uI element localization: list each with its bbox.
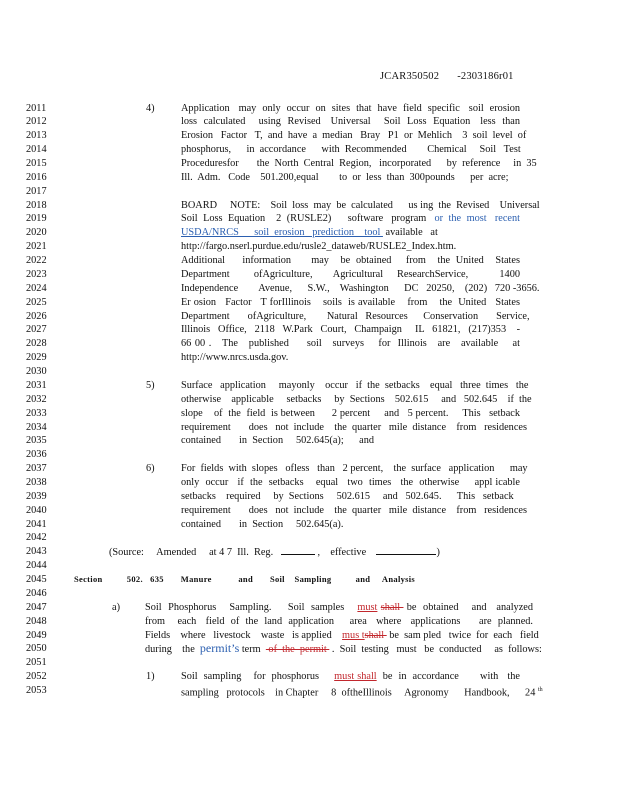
line-number: 2045 (26, 574, 47, 586)
document-line (22, 462, 612, 476)
line-number: 2021 (26, 241, 47, 253)
document-id: JCAR350502 (380, 71, 440, 82)
document-line (22, 337, 612, 351)
line-number: 2039 (26, 490, 47, 502)
text-segment: . Soil testing must be conducted as follows: (329, 644, 542, 656)
fill-in-blank (376, 545, 436, 555)
line-number: 2016 (26, 171, 47, 183)
text-segment: sampling protocols in Chapter 8 oftheIllinois Agronomy Handbook, 24 (181, 687, 538, 699)
line-number: 2042 (26, 532, 47, 544)
text-segment: ) (436, 547, 440, 559)
line-text: For fields with slopes ofless than 2 percent, the surface application may (181, 463, 528, 475)
document-line (22, 407, 612, 421)
line-number: 2053 (26, 685, 47, 697)
line-number: 2028 (26, 338, 47, 350)
line-text: loss calculated using Revised Universal Soil Loss Equation less than (181, 116, 520, 128)
document-line (22, 351, 612, 365)
line-number: 2027 (26, 324, 47, 336)
line-number: 2029 (26, 352, 47, 364)
line-text (109, 545, 440, 560)
document-line (22, 143, 612, 157)
document-line (22, 226, 612, 240)
line-text: setbacks required by Sections 502.615 and 502.645. This setback (181, 490, 514, 502)
line-number: 2051 (26, 657, 47, 669)
line-text: Department ofAgriculture, Natural Resources Conservation Service, (181, 310, 530, 322)
document-line (22, 601, 612, 615)
document-line (22, 379, 612, 393)
line-number: 2030 (26, 366, 47, 378)
document-line (22, 587, 612, 601)
document-line (22, 365, 612, 379)
document-line (22, 115, 612, 129)
document-line (22, 448, 612, 462)
line-text: Surface application mayonly occur if the setbacks equal three times the (181, 379, 529, 391)
line-text (181, 684, 543, 700)
document-line (22, 310, 612, 324)
section-heading (74, 573, 415, 587)
line-number: 2023 (26, 268, 47, 280)
text-segment: be sam pled twice for each field (386, 629, 539, 641)
marked-text: or the most recent (434, 213, 520, 225)
line-text: Application may only occur on sites that have field specific soil erosion (181, 102, 520, 114)
document-line (22, 545, 612, 559)
line-number: 2040 (26, 504, 47, 516)
line-number: 2015 (26, 157, 47, 169)
line-number: 2049 (26, 629, 47, 641)
line-number: 2022 (26, 255, 47, 267)
marked-text: must (357, 601, 378, 613)
list-marker: a) (112, 601, 120, 613)
marked-text: must shall (334, 671, 377, 683)
document-line (22, 421, 612, 435)
text-segment: available at (382, 227, 438, 239)
marked-text: shall (380, 601, 404, 613)
line-text: Erosion Factor T, and have a median Bray P1 or Mehlich 3 soil level of (181, 130, 527, 142)
line-number: 2047 (26, 601, 47, 613)
document-line (22, 504, 612, 518)
line-text: only occur if the setbacks equal two times the otherwise appl icable (181, 476, 520, 488)
document-line (22, 518, 612, 532)
line-number: 2014 (26, 144, 47, 156)
document-line (22, 393, 612, 407)
line-text (145, 629, 539, 643)
line-text: from each field of the land application area where applications are planned. (145, 615, 533, 627)
text-segment: Fields where livestock waste is applied (145, 629, 343, 641)
document-line (22, 102, 612, 116)
line-text: Ill. Adm. Code 501.200,equal to or less than 300pounds per acre; (181, 171, 509, 183)
line-number: 2033 (26, 407, 47, 419)
line-text: Er osion Factor T forIllinois soils is available from the United States (181, 296, 520, 308)
text-segment: (Source: Amended at 4 7 Ill. Reg. (109, 547, 281, 559)
document-line (22, 670, 612, 684)
document-line (22, 296, 612, 310)
line-number: 2046 (26, 587, 47, 599)
line-text: Independence Avenue, S.W., Washington DC 20250, (202) 720 -3656. (181, 282, 540, 294)
document-line (22, 254, 612, 268)
line-text: Department ofAgriculture, Agricultural ResearchService, 1400 (181, 268, 520, 280)
line-text: 66 00 . The published soil surveys for Illinois are available at (181, 338, 520, 350)
document-line (22, 171, 612, 185)
text-segment: Soil Phosphorus Sampling. Soil samples (145, 601, 358, 613)
fill-in-blank (281, 545, 315, 555)
line-number: 2025 (26, 296, 47, 308)
line-number: 2018 (26, 199, 47, 211)
text-segment: , effective (314, 547, 377, 559)
marked-text: mus t (342, 629, 365, 641)
line-number: 2011 (26, 102, 47, 114)
line-text: contained in Section 502.645(a). (181, 518, 344, 530)
line-number: 2052 (26, 671, 47, 683)
marked-text: of the permit (265, 644, 330, 656)
line-text: Additional information may be obtained from the United States (181, 255, 520, 267)
line-number: 2019 (26, 213, 47, 225)
text-segment: th (537, 687, 543, 694)
line-number: 2017 (26, 185, 47, 197)
document-line (22, 212, 612, 226)
line-text: requirement does not include the quarter mile distance from residences (181, 504, 527, 516)
line-number: 2026 (26, 310, 47, 322)
text-segment: be obtained and analyzed (403, 601, 533, 613)
document-line (22, 185, 612, 199)
line-number: 2012 (26, 116, 47, 128)
line-text (181, 226, 438, 240)
document-line (22, 684, 612, 698)
line-text (145, 641, 542, 657)
marked-text: permit’s (199, 641, 240, 656)
list-marker: 1) (146, 671, 155, 683)
text-segment: term (239, 644, 266, 656)
line-number: 2038 (26, 476, 47, 488)
list-marker: 6) (146, 463, 155, 475)
line-number: 2020 (26, 227, 47, 239)
line-number: 2035 (26, 435, 47, 447)
line-number: 2036 (26, 449, 47, 461)
text-segment: be in accordance with the (376, 671, 520, 683)
line-text: slope of the field is between 2 percent and 5 percent. This setback (181, 407, 520, 419)
line-text: http://www.nrcs.usda.gov. (181, 352, 289, 364)
text-segment: Soil sampling for phosphorus (181, 671, 335, 683)
line-number: 2037 (26, 463, 47, 475)
document-line (22, 199, 612, 213)
document-header (380, 71, 514, 82)
document-line (22, 531, 612, 545)
line-text: http://fargo.nserl.purdue.edu/rusle2_dataweb/RUSLE2_Index.htm. (181, 241, 457, 253)
line-text (181, 212, 520, 226)
document-line (22, 490, 612, 504)
line-number: 2024 (26, 282, 47, 294)
line-text (145, 601, 533, 615)
document-line (22, 559, 612, 573)
line-number: 2041 (26, 518, 47, 530)
revision-id: -2303186r01 (457, 71, 514, 82)
document-line (22, 268, 612, 282)
line-number: 2013 (26, 130, 47, 142)
document-line (22, 642, 612, 656)
line-text: otherwise applicable setbacks by Sections 502.615 and 502.645 if the (181, 393, 532, 405)
line-text: BOARD NOTE: Soil loss may be calculated us ing the Revised Universal (181, 199, 540, 211)
line-number: 2050 (26, 643, 47, 655)
text-segment: during the (145, 644, 200, 656)
line-text: Proceduresfor the North Central Region, incorporated by reference in 35 (181, 157, 537, 169)
line-number: 2048 (26, 615, 47, 627)
document-line (22, 434, 612, 448)
line-number: 2034 (26, 421, 47, 433)
document-line (22, 323, 612, 337)
line-text: phosphorus, in accordance with Recommended Chemical Soil Test (181, 144, 521, 156)
line-text: requirement does not include the quarter mile distance from residences (181, 421, 527, 433)
marked-text: shall (364, 629, 387, 641)
list-marker: 4) (146, 102, 155, 114)
line-text (181, 670, 520, 684)
document-line (22, 615, 612, 629)
text-segment: Soil Loss Equation 2 (RUSLE2) software program (181, 213, 435, 225)
line-number: 2044 (26, 560, 47, 572)
line-text: Illinois Office, 2118 W.Park Court, Champaign IL 61821, (217)353 - (181, 324, 520, 336)
document-line (22, 157, 612, 171)
document-line (22, 476, 612, 490)
line-text: contained in Section 502.645(a); and (181, 435, 375, 447)
line-number: 2031 (26, 379, 47, 391)
line-number: 2032 (26, 393, 47, 405)
marked-text: USDA/NRCS soil erosion prediction tool (181, 227, 383, 239)
list-marker: 5) (146, 379, 155, 391)
line-number: 2043 (26, 546, 47, 558)
document-line (22, 282, 612, 296)
document-line (22, 629, 612, 643)
document-line (22, 240, 612, 254)
marked-text: Section 502. 635 Manure and Soil Sampling and Analysis (74, 574, 416, 585)
document-line (22, 129, 612, 143)
document-line (22, 656, 612, 670)
document-line (22, 573, 612, 587)
